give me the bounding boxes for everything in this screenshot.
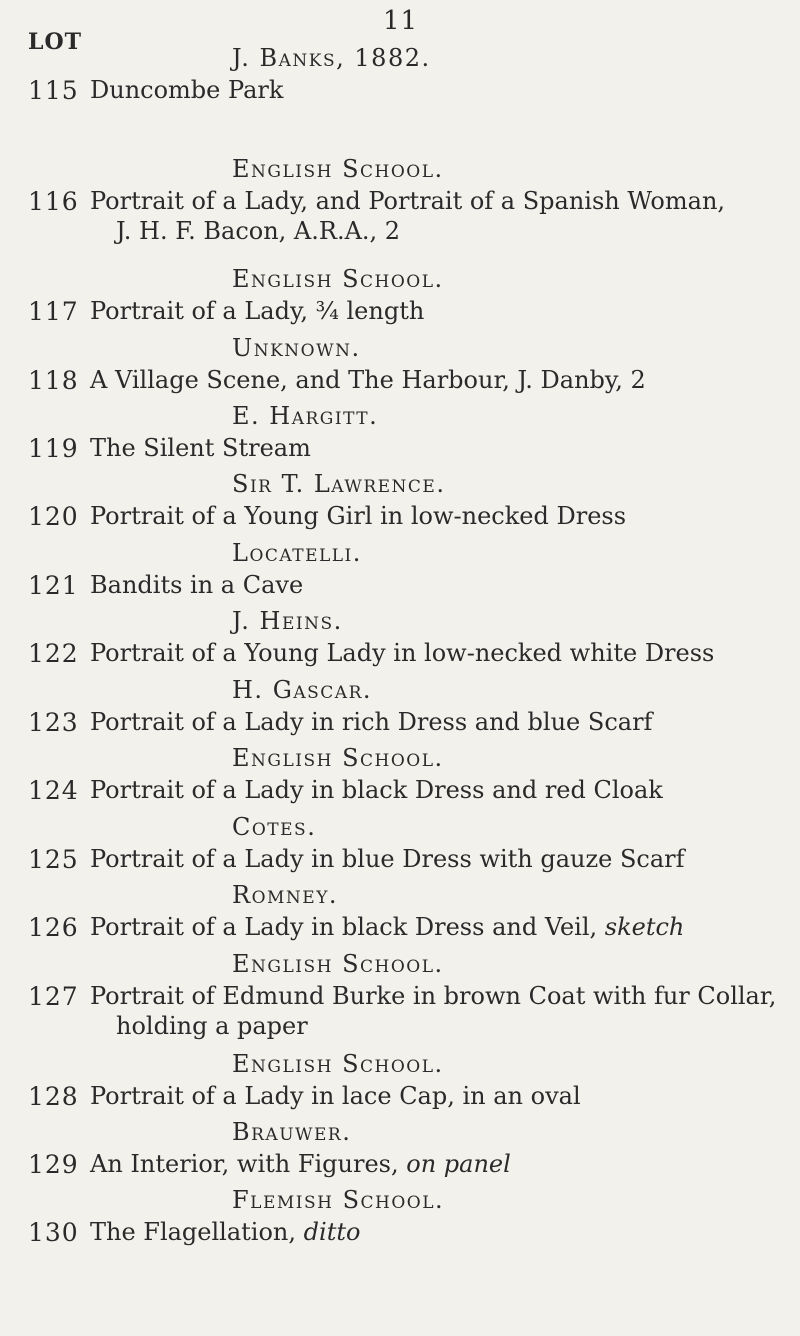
artist-name: Sir T. Lawrence.	[232, 470, 446, 498]
artwork-title	[90, 76, 283, 104]
artwork-title-continuation: holding a paper	[116, 1012, 308, 1040]
artwork-title-text: Portrait of a Young Girl in low-necked Dress	[90, 502, 627, 530]
artwork-title-text: Portrait of a Lady, and Portrait of a Spanish Woman,	[90, 187, 726, 215]
lot-number: 115	[28, 76, 79, 105]
artist-name: Cotes.	[232, 813, 317, 841]
artwork-title-text: The Flagellation,	[90, 1218, 297, 1246]
artwork-title	[90, 1082, 581, 1110]
artwork-title-text: Portrait of a Lady in rich Dress and blue Scarf	[90, 708, 653, 736]
lot-number: 124	[28, 776, 79, 805]
artist-name: English School.	[232, 155, 444, 183]
artwork-title	[90, 776, 663, 804]
artwork-title-note: on panel	[406, 1150, 511, 1178]
artwork-title	[90, 571, 303, 599]
artwork-title	[90, 845, 685, 873]
artwork-title-text: Portrait of a Lady, ¾ length	[90, 297, 425, 325]
artwork-title-text: Bandits in a Cave	[90, 571, 304, 599]
lot-number: 125	[28, 845, 79, 874]
artwork-title	[90, 913, 684, 941]
artist-name: English School.	[232, 265, 444, 293]
artwork-title	[90, 434, 311, 462]
artwork-title	[90, 639, 714, 667]
artist-name: English School.	[232, 744, 444, 772]
lot-number: 122	[28, 639, 79, 668]
artist-name: English School.	[232, 1050, 444, 1078]
artwork-title	[90, 366, 646, 394]
lot-number: 126	[28, 913, 79, 942]
artwork-title-text: A Village Scene, and The Harbour, J. Danby, 2	[90, 366, 646, 394]
artwork-title-text: Portrait of a Lady in black Dress and Veil,	[90, 913, 598, 941]
artist-name: Unknown.	[232, 334, 361, 362]
artwork-title-text: The Silent Stream	[90, 434, 311, 462]
artist-name: Romney.	[232, 881, 339, 909]
artwork-title-text: An Interior, with Figures,	[90, 1150, 399, 1178]
artist-name: Flemish School.	[232, 1186, 445, 1214]
lot-number: 123	[28, 708, 79, 737]
artwork-title	[90, 1150, 511, 1178]
artwork-title	[90, 708, 652, 736]
artist-name: English School.	[232, 950, 444, 978]
artwork-title	[90, 297, 424, 325]
lot-number: 121	[28, 571, 79, 600]
lot-number: 117	[28, 297, 79, 326]
artist-name: J. Banks, 1882.	[232, 44, 431, 72]
artist-name: J. Heins.	[232, 607, 343, 635]
lot-column-header: LOT	[28, 29, 83, 55]
artwork-title-text: Portrait of Edmund Burke in brown Coat with fur Collar,	[90, 982, 777, 1010]
artist-name: Brauwer.	[232, 1118, 352, 1146]
artwork-title-text: Portrait of a Lady in lace Cap, in an oval	[90, 1082, 581, 1110]
artwork-title-text: Portrait of a Young Lady in low-necked white Dress	[90, 639, 715, 667]
artwork-title-continuation: J. H. F. Bacon, A.R.A., 2	[116, 217, 401, 245]
artwork-title	[90, 187, 725, 215]
artwork-title-note: ditto	[303, 1218, 361, 1246]
artist-name: H. Gascar.	[232, 676, 372, 704]
page-number: 11	[383, 6, 419, 36]
lot-number: 130	[28, 1218, 79, 1247]
lot-number: 120	[28, 502, 79, 531]
lot-number: 129	[28, 1150, 79, 1179]
artwork-title	[90, 502, 626, 530]
lot-number: 128	[28, 1082, 79, 1111]
artwork-title-text: Portrait of a Lady in blue Dress with gauze Scarf	[90, 845, 685, 873]
lot-number: 118	[28, 366, 79, 395]
artist-name: E. Hargitt.	[232, 402, 379, 430]
artwork-title-note: sketch	[604, 913, 685, 941]
lot-number: 116	[28, 187, 79, 216]
lot-number: 127	[28, 982, 79, 1011]
artwork-title	[90, 982, 776, 1010]
artwork-title	[90, 1218, 360, 1246]
lot-number: 119	[28, 434, 79, 463]
artist-name: Locatelli.	[232, 539, 362, 567]
artwork-title-text: Portrait of a Lady in black Dress and red Cloak	[90, 776, 663, 804]
artwork-title-text: Duncombe Park	[90, 76, 284, 104]
